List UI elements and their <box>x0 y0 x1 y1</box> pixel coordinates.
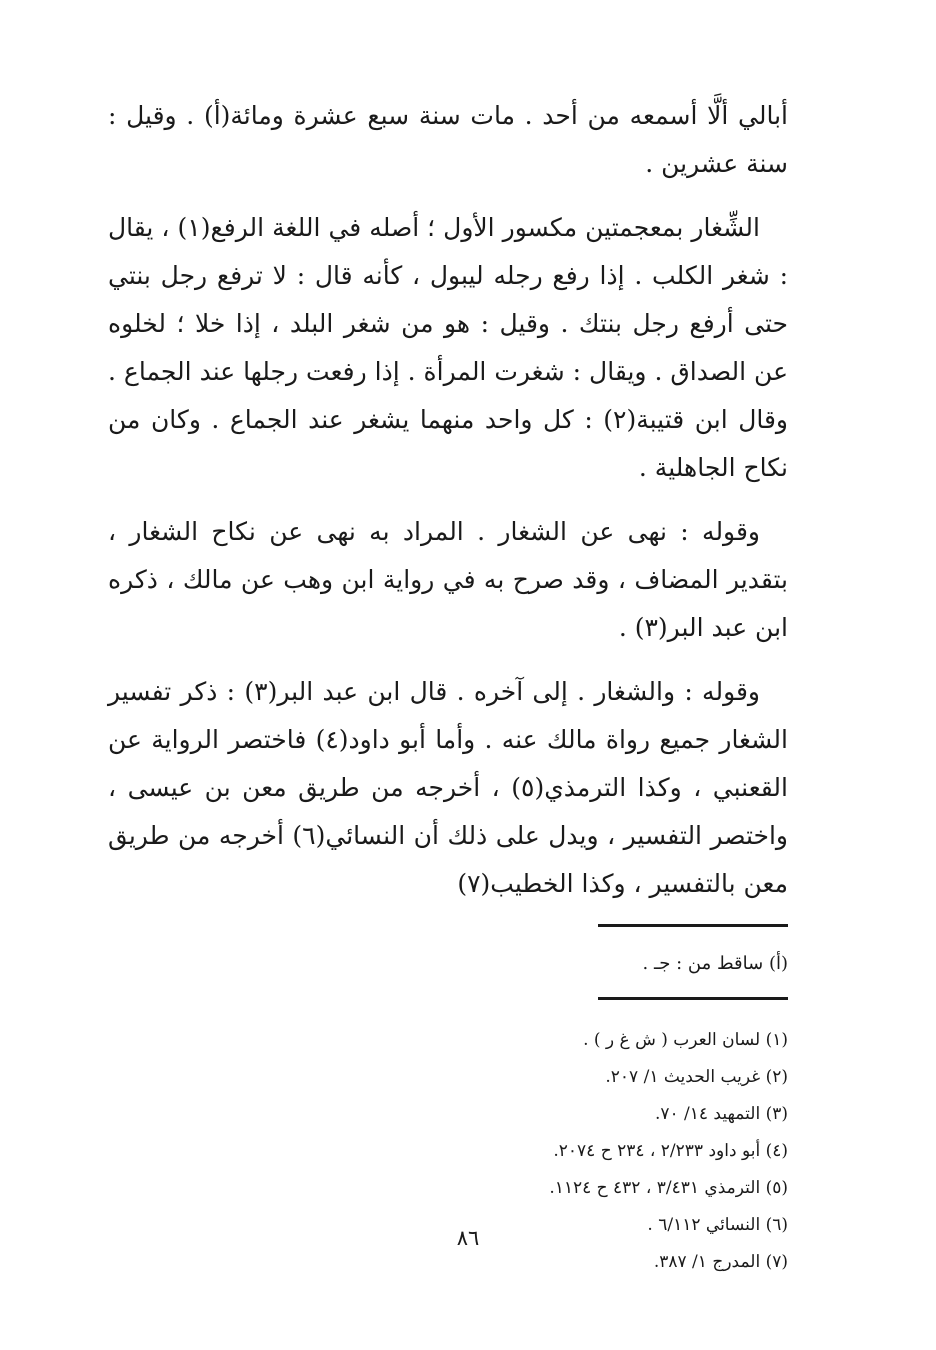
footnote-1: (١) لسان العرب ( ش غ ر ) . <box>583 1030 788 1050</box>
paragraph-2: الشِّغار بمعجمتين مكسور الأول ؛ أصله في اللغة الرفع(١) ، يقال : شغر الكلب . إذا رفع رجله ليبول ، كأنه قال : لا ترفع رجل بنتي حتى أرفع رجل بنتك . وقيل : هو من شغر البلد ، إذا خلا ؛ لخلوه عن الصداق . ويقال : شغرت المرأة . إذا رفعت رجلها عند الجماع . وقال ابن قتيبة(٢) : كل واحد منهما يشغر عند الجماع . وكان من نكاح الجاهلية . <box>108 213 789 482</box>
footnote-separator-2 <box>598 997 788 1000</box>
main-text <box>108 92 788 908</box>
footnote-2: (٢) غريب الحديث ١/ ٢٠٧. <box>605 1067 788 1087</box>
footnote-3: (٣) التمهيد ١٤/ ٧٠. <box>654 1104 788 1124</box>
paragraph-3: وقوله : نهى عن الشغار . المراد به نهى عن نكاح الشغار ، بتقدير المضاف ، وقد صرح به في رواية ابن وهب عن مالك ، ذكره ابن عبد البر(٣) . <box>108 517 788 642</box>
footnote-5: (٥) الترمذي ٣/٤٣١ ، ٤٣٢ ح ١١٢٤. <box>549 1178 788 1198</box>
letter-footnote: (أ) ساقط من : جـ . <box>642 953 788 974</box>
footnote-separator <box>598 924 788 927</box>
page-number: ٨٦ <box>456 1226 480 1250</box>
page-content <box>108 92 788 1281</box>
footnote-4: (٤) أبو داود ٢/٢٣٣ ، ٢٣٤ ح ٢٠٧٤. <box>553 1141 788 1161</box>
paragraph-4: وقوله : والشغار . إلى آخره . قال ابن عبد البر(٣) : ذكر تفسير الشغار جميع رواة مالك عنه . وأما أبو داود(٤) فاختصر الرواية عن القعنبي ، وكذا الترمذي(٥) ، أخرجه من طريق معن بن عيسى ، واختصر التفسير ، ويدل على ذلك أن النسائي(٦) أخرجه من طريق معن بالتفسير ، وكذا الخطيب(٧) <box>108 677 788 898</box>
footnote-7: (٧) المدرج ١/ ٣٨٧. <box>653 1252 788 1272</box>
footnote-6: (٦) النسائي ٦/١١٢ . <box>647 1215 788 1235</box>
paragraph-1: أبالي ألَّا أسمعه من أحد . مات سنة سبع عشرة ومائة(أ) . وقيل : سنة عشرين . <box>108 101 788 178</box>
